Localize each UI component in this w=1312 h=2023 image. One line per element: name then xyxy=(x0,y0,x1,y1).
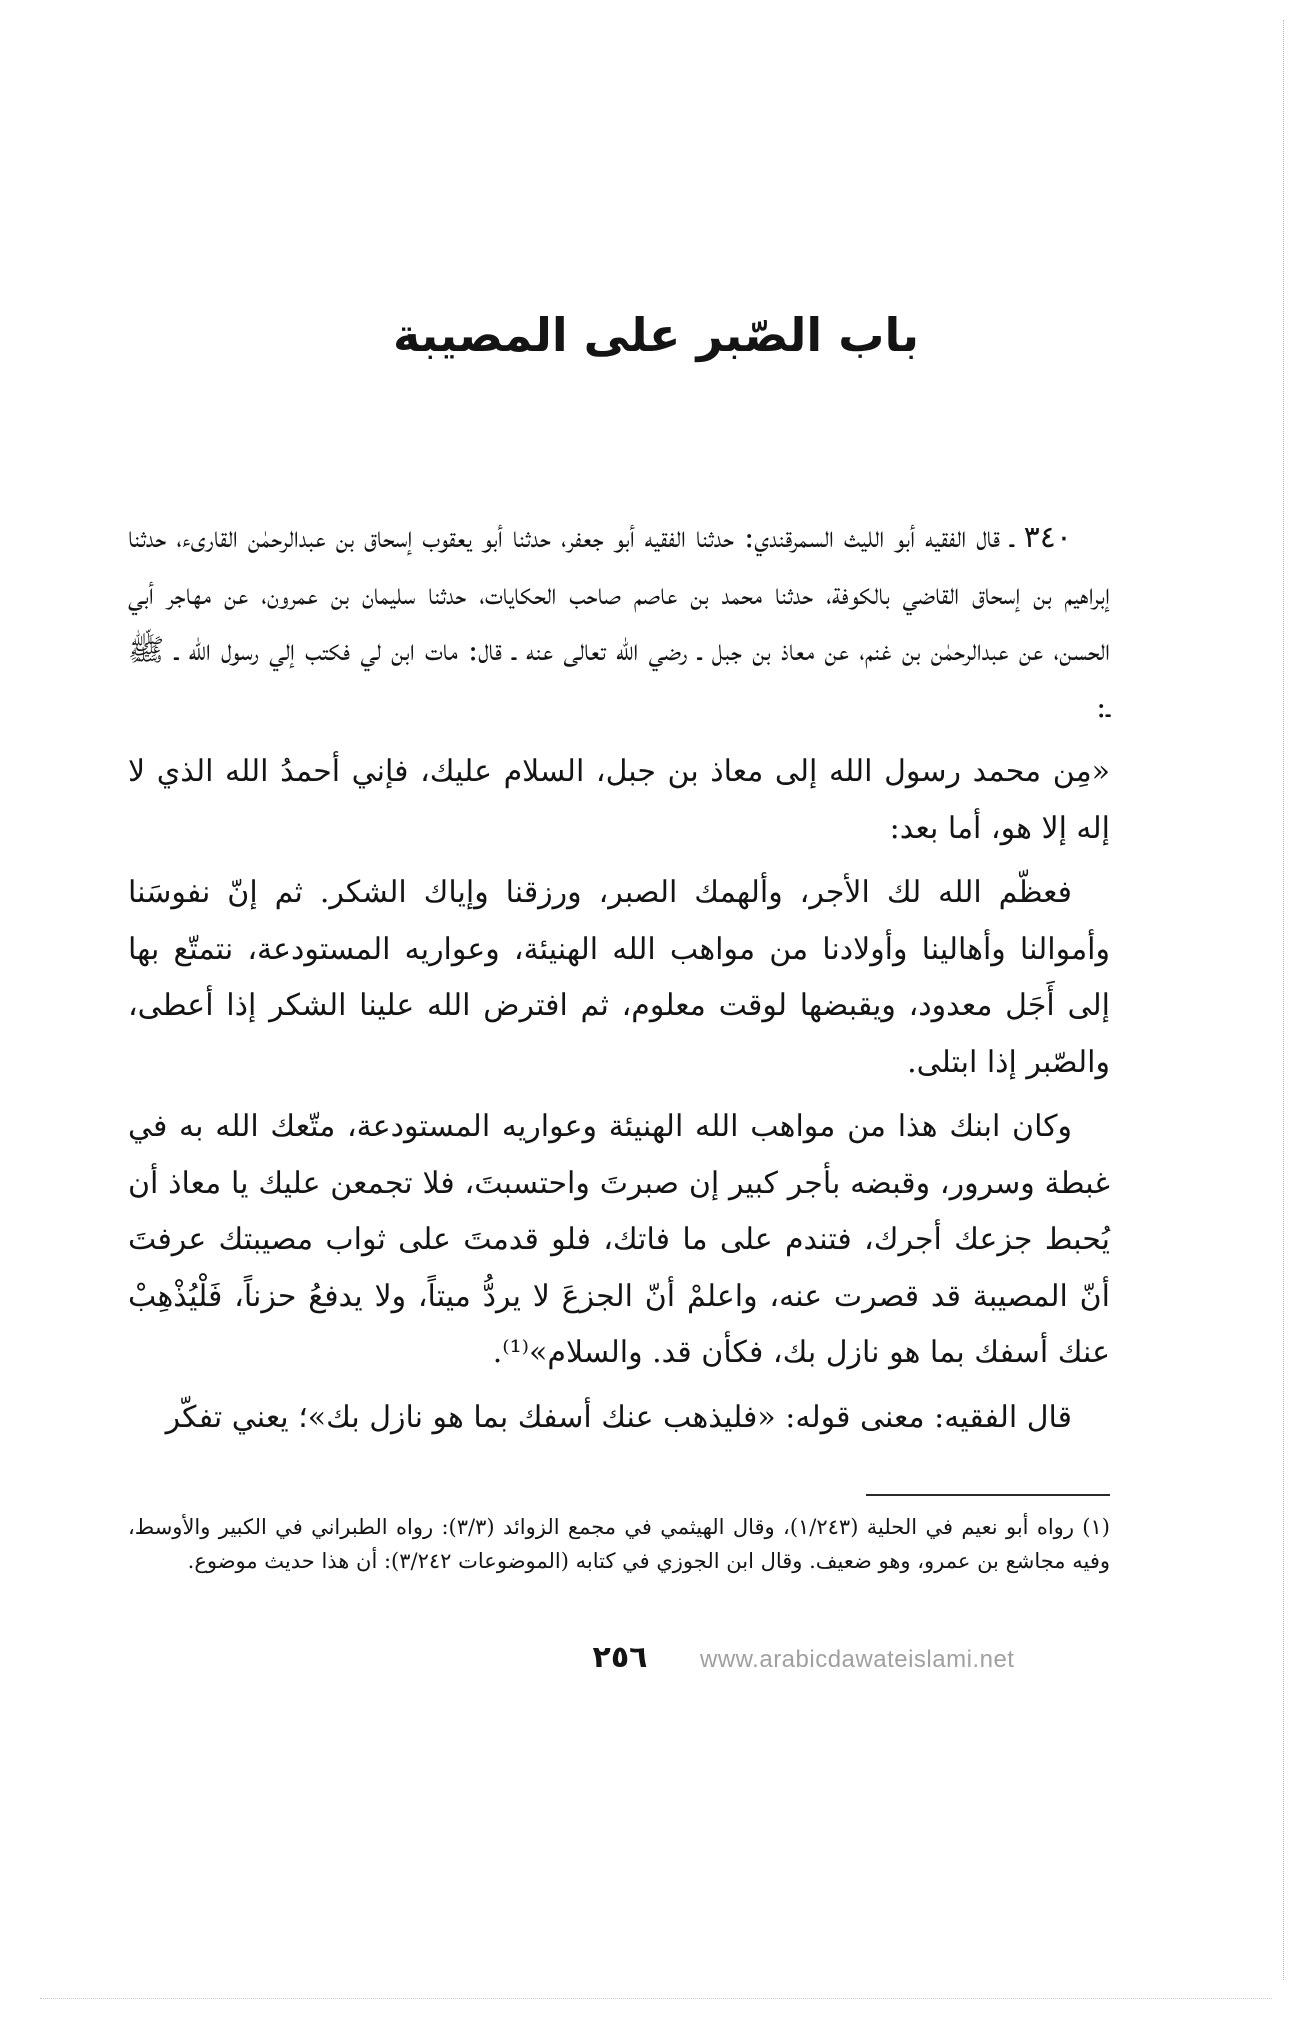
page-number: ٢٥٦ xyxy=(592,1640,648,1675)
paragraph-letter-son: وكان ابنك هذا من مواهب الله الهنيئة وعواريه المستودعة، متّعك الله به في غبطة وسرور، وقبضه بأجر كبير إن صبرتَ واحتسبتَ، فلا تجمعن عليك يا معاذ أن يُحبط جزعك أجرك، فتندم على ما فاتك، فلو قدمتَ على ثواب مصيبتك عرفتَ أنّ المصيبة قد قصرت عنه، واعلمْ أنّ الجزعَ لا يردُّ ميتاً، ولا يدفعُ حزناً، فَلْيُذْهِبْ عنك أسفك بما هو نازل بك، فكأن قد. والسلام»⁽¹⁾. xyxy=(128,1109,1110,1370)
footnote: (١) رواه أبو نعيم في الحلية (١/٢٤٣)، وقال الهيثمي في مجمع الزوائد (٣/٣): رواه الطبراني في الكبير والأوسط، وفيه مجاشع بن عمرو، وهو ضعيف. وقال ابن الجوزي في كتابه (الموضوعات ٣/٢٤٢): أن هذا حديث موضوع. xyxy=(128,1515,1110,1573)
chapter-title: باب الصّبر على المصيبة xyxy=(393,308,919,362)
main-text xyxy=(128,510,1110,1454)
paragraph-hadith-chain: ٣٤٠ ـ قال الفقيه أبو الليث السمرقندي: حدثنا الفقيه أبو جعفر، حدثنا أبو يعقوب إسحاق بن عبدالرحمٰن القارىء، حدثنا إبراهيم بن إسحاق القاضي بالكوفة، حدثنا محمد بن عاصم صاحب الحكايات، حدثنا سليمان بن عمرون، عن مهاجر أبي الحسن، عن عبدالرحمٰن بن غنم، عن معاذ بن جبل ـ رضي الله تعالى عنه ـ قال: مات ابن لي فكتب إلي رسول الله ـ ﷺ ـ: xyxy=(128,520,1110,725)
scan-bottom-edge xyxy=(40,1998,1272,1999)
paragraph-letter-body: فعظّم الله لك الأجر، وألهمك الصبر، ورزقنا وإياك الشكر. ثم إنّ نفوسَنا وأموالنا وأهالينا وأولادنا من مواهب الله الهنيئة، وعواريه المستودعة، نتمتّع بها إلى أَجَل معدود، ويقبضها لوقت معلوم، ثم افترض الله علينا الشكر إذا أعطى، والصّبر إذا ابتلى. xyxy=(128,875,1110,1080)
watermark-url: www.arabicdawateislami.net xyxy=(700,1646,1015,1673)
footnote-separator xyxy=(866,1494,1110,1496)
paragraph-faqih-commentary: قال الفقيه: معنى قوله: «فليذهب عنك أسفك بما هو نازل بك»؛ يعني تفكّر xyxy=(165,1399,1072,1435)
paragraph-letter-opening: «مِن محمد رسول الله إلى معاذ بن جبل، السلام عليك، فإني أحمدُ الله الذي لا إله إلا هو، أما بعد: xyxy=(128,754,1110,846)
page-footer xyxy=(560,1640,1080,1688)
